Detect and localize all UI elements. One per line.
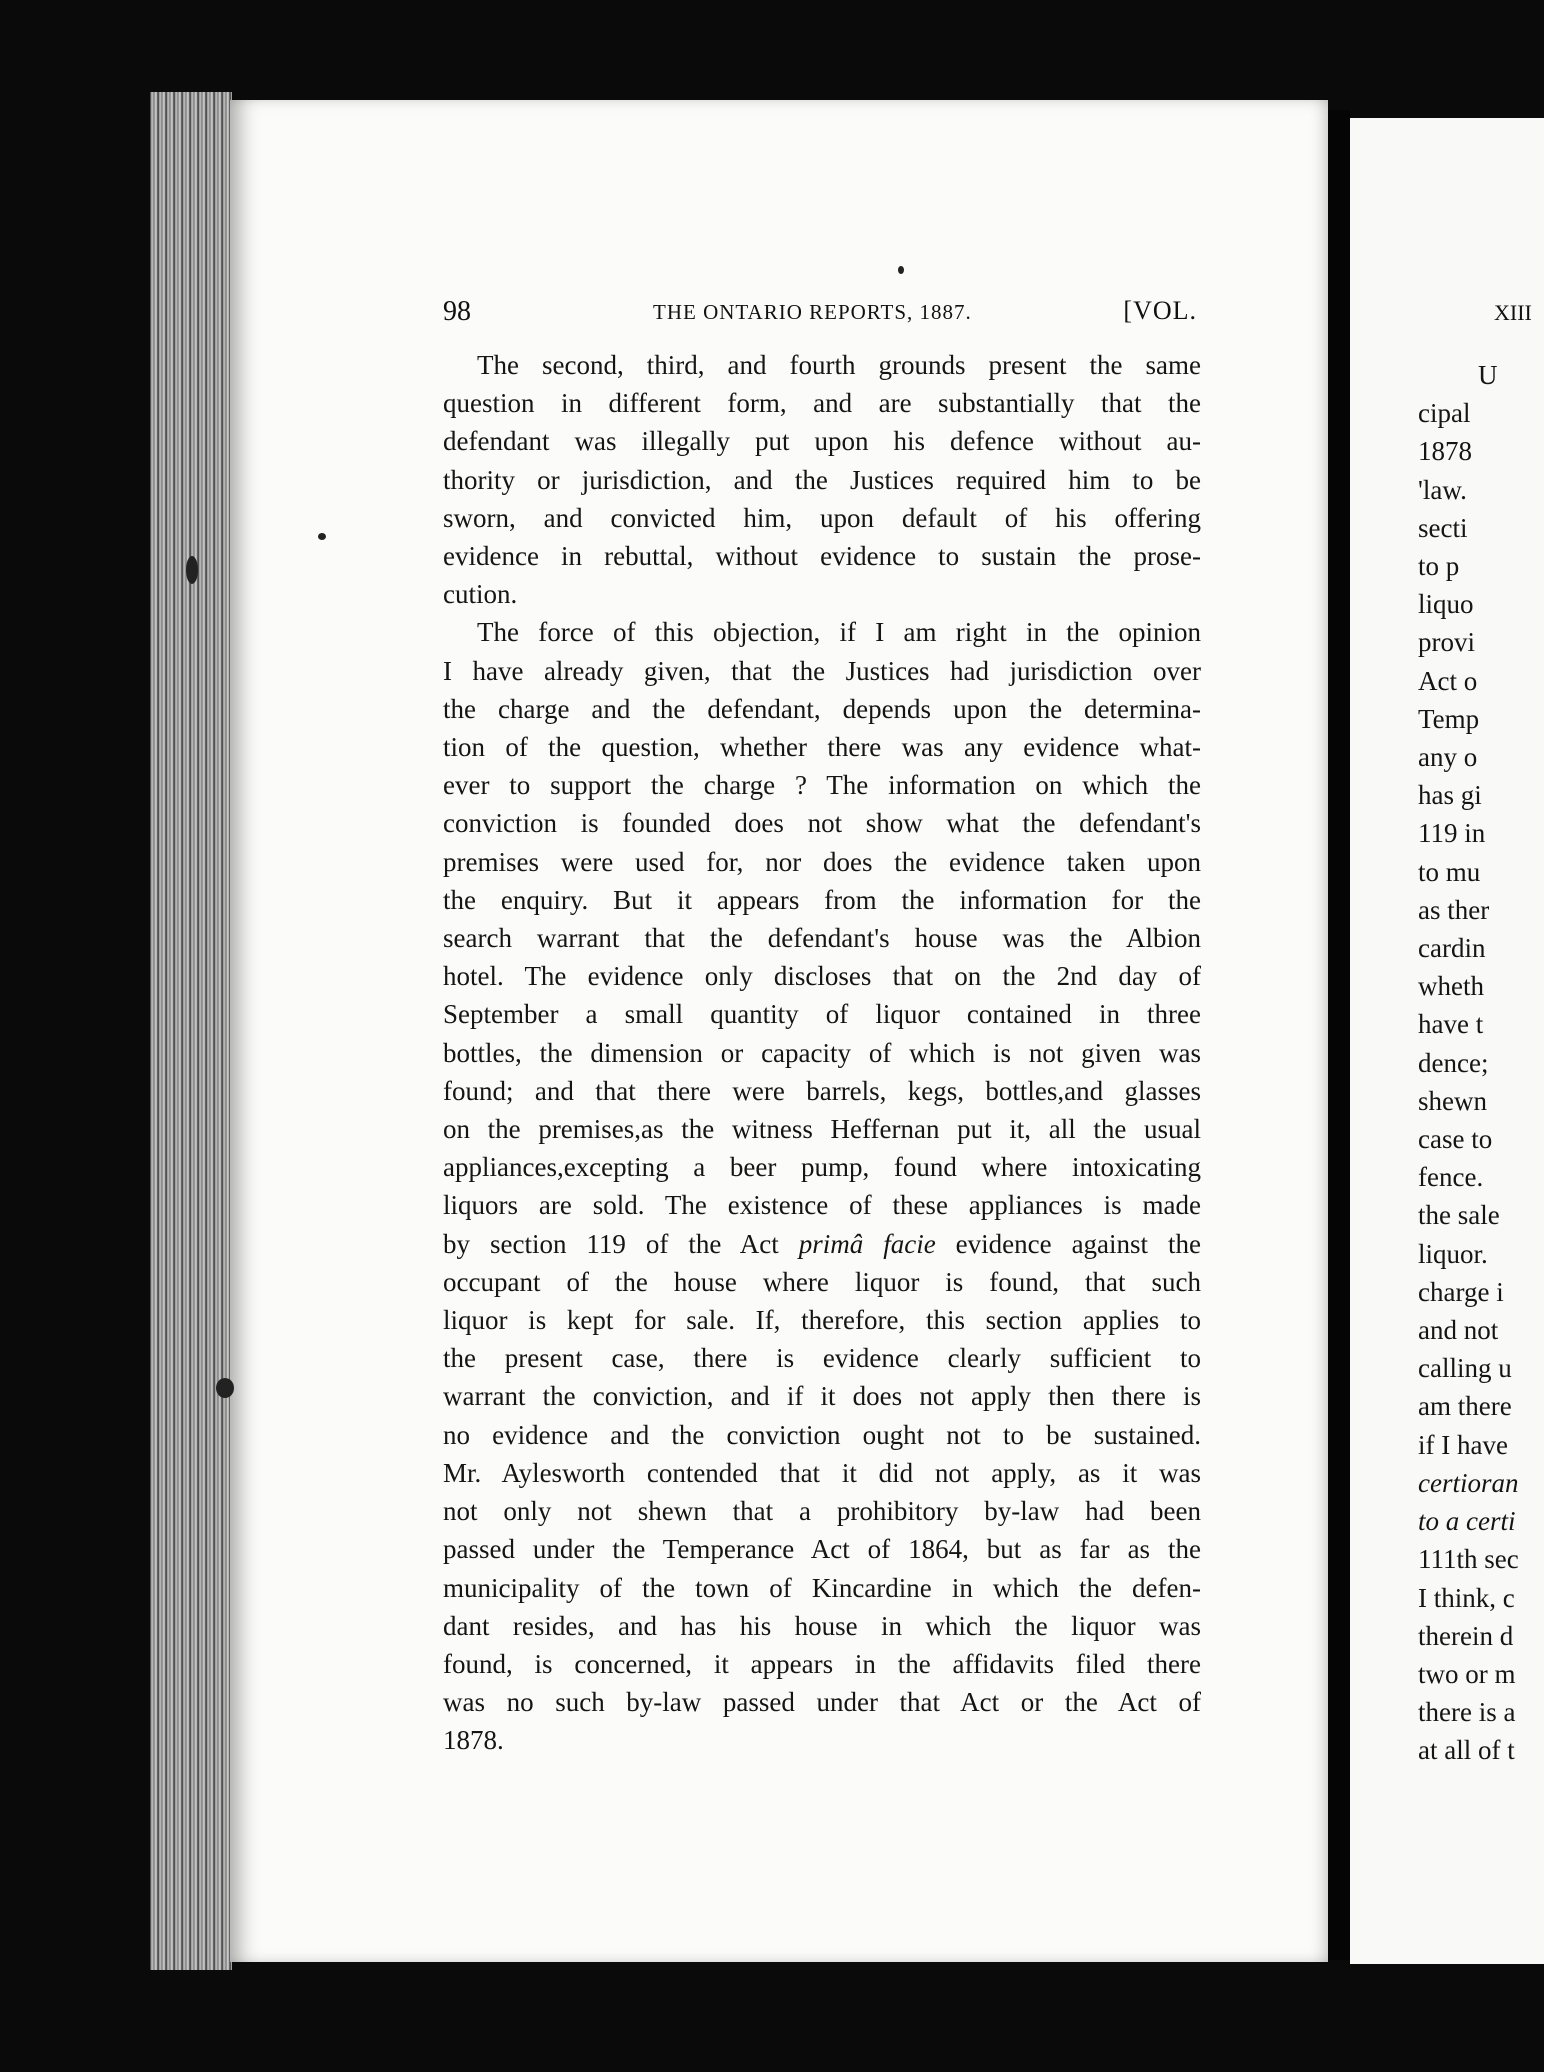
- right-page-line: if I have: [1418, 1429, 1508, 1460]
- italic-phrase: primâ facie: [798, 1228, 936, 1259]
- right-page-line: have t: [1418, 1009, 1484, 1040]
- text-line: found, is concerned, it appears in the affidavits filed there: [443, 1648, 1201, 1679]
- text-line: no evidence and the conviction ought not to be sustained.: [443, 1419, 1201, 1450]
- text-line: found; and that there were barrels, kegs, bottles,and glasses: [443, 1075, 1201, 1106]
- scan-speck: [186, 556, 198, 584]
- right-page-line: therein d: [1418, 1620, 1514, 1651]
- text-line: bottles, the dimension or capacity of which is not given was: [443, 1037, 1201, 1068]
- text-line: tion of the question, whether there was any evidence what-: [443, 732, 1201, 763]
- text-line: 1878.: [443, 1725, 504, 1756]
- right-page-line: shewn: [1418, 1085, 1487, 1116]
- text-line: sworn, and convicted him, upon default of his offering: [443, 502, 1201, 533]
- text-line: conviction is founded does not show what the defendant's: [443, 808, 1201, 839]
- right-page-line: cardin: [1418, 933, 1486, 964]
- body-text: [443, 346, 1201, 1760]
- right-page-line: fence.: [1418, 1162, 1484, 1193]
- text-line: The second, third, and fourth grounds present the same: [477, 350, 1201, 380]
- right-page-line: wheth: [1418, 971, 1484, 1002]
- text-line: not only not shewn that a prohibitory by-law had been: [443, 1496, 1201, 1527]
- text-line: I have already given, that the Justices had jurisdiction over: [443, 655, 1201, 686]
- right-page-line: Temp: [1418, 703, 1480, 734]
- right-page-line: Act o: [1418, 665, 1478, 696]
- text-line-with-italic: [443, 1225, 1201, 1263]
- right-page-line: the sale: [1418, 1200, 1500, 1231]
- text-fragment: by section 119 of the Act: [443, 1228, 779, 1259]
- right-page-line: at all of t: [1418, 1735, 1515, 1766]
- right-page-line: liquo: [1418, 589, 1474, 620]
- right-page-line: I think, c: [1418, 1582, 1515, 1613]
- text-line: question in different form, and are substantially that the: [443, 388, 1201, 419]
- text-line: search warrant that the defendant's house was the Albion: [443, 923, 1201, 954]
- text-line: the enquiry. But it appears from the information for the: [443, 884, 1201, 915]
- right-page-line: cipal: [1418, 398, 1471, 429]
- paragraph-1: [443, 346, 1201, 613]
- text-line: defendant was illegally put upon his defence without au-: [443, 426, 1201, 457]
- text-line: liquor is kept for sale. If, therefore, this section applies to: [443, 1305, 1201, 1336]
- text-line: the present case, there is evidence clearly sufficient to: [443, 1343, 1201, 1374]
- book-gutter: [1328, 110, 1350, 1960]
- right-page-line: U: [1478, 360, 1498, 390]
- page-number: 98: [443, 296, 471, 327]
- right-page-line: 119 in: [1418, 818, 1486, 849]
- page-header: [443, 296, 1197, 332]
- right-page-line: 'law.: [1418, 474, 1467, 505]
- volume-label: [VOL.: [1123, 296, 1197, 325]
- right-page-line: to mu: [1418, 856, 1481, 887]
- right-page-line: am there: [1418, 1391, 1512, 1422]
- right-page-line: charge i: [1418, 1276, 1504, 1307]
- text-line: ever to support the charge ? The information on which the: [443, 770, 1201, 801]
- scan-speck: [318, 533, 326, 540]
- running-title: THE ONTARIO REPORTS, 1887.: [653, 300, 972, 324]
- text-line: passed under the Temperance Act of 1864, but as far as the: [443, 1534, 1201, 1565]
- right-page-line: calling u: [1418, 1353, 1512, 1384]
- right-page-line: as ther: [1418, 894, 1490, 925]
- text-line: thority or jurisdiction, and the Justices required him to be: [443, 464, 1201, 495]
- book-page-edges: [150, 92, 232, 1970]
- right-page-line: liquor.: [1418, 1238, 1488, 1269]
- right-page-line: 111th sec: [1418, 1544, 1519, 1575]
- text-line: occupant of the house where liquor is found, that such: [443, 1266, 1201, 1297]
- right-page-line: certioran: [1418, 1467, 1519, 1498]
- text-line: The force of this objection, if I am right in the opinion: [477, 617, 1201, 648]
- right-page-line: dence;: [1418, 1047, 1489, 1078]
- right-page-text: [1418, 356, 1544, 1770]
- text-line: warrant the conviction, and if it does not apply then there is: [443, 1381, 1201, 1412]
- scan-speck: [898, 266, 904, 274]
- text-line: evidence in rebuttal, without evidence to sustain the prose-: [443, 541, 1201, 572]
- text-line: the charge and the defendant, depends upon the determina-: [443, 693, 1201, 724]
- text-line: Mr. Aylesworth contended that it did not apply, as it was: [443, 1457, 1201, 1488]
- right-page-line: any o: [1418, 742, 1478, 773]
- text-fragment: evidence against the: [955, 1228, 1202, 1259]
- right-page-line: and not: [1418, 1315, 1499, 1346]
- paragraph-2: [443, 613, 1201, 1759]
- right-page-line: 1878: [1418, 436, 1472, 467]
- text-line: hotel. The evidence only discloses that on the 2nd day of: [443, 961, 1201, 992]
- text-line: cution.: [443, 579, 518, 610]
- right-page-line: to p: [1418, 551, 1460, 582]
- scan-speck: [216, 1378, 234, 1398]
- text-line: liquors are sold. The existence of these appliances is made: [443, 1190, 1201, 1221]
- text-line: appliances,excepting a beer pump, found where intoxicating: [443, 1152, 1201, 1183]
- text-line: dant resides, and has his house in which the liquor was: [443, 1610, 1201, 1641]
- right-page-line: two or m: [1418, 1658, 1516, 1689]
- text-line: was no such by-law passed under that Act or the Act of: [443, 1687, 1201, 1718]
- right-page-line: to a certi: [1418, 1506, 1516, 1537]
- text-line: on the premises,as the witness Heffernan put it, all the usual: [443, 1114, 1201, 1145]
- right-page-header: XIII: [1494, 300, 1532, 325]
- right-page-line: there is a: [1418, 1697, 1516, 1728]
- right-page-line: has gi: [1418, 780, 1482, 811]
- right-page-line: provi: [1418, 627, 1475, 658]
- right-page-line: secti: [1418, 512, 1468, 543]
- text-line: September a small quantity of liquor contained in three: [443, 999, 1201, 1030]
- text-line: municipality of the town of Kincardine in which the defen-: [443, 1572, 1201, 1603]
- right-page-line: case to: [1418, 1124, 1493, 1155]
- text-line: premises were used for, nor does the evidence taken upon: [443, 846, 1201, 877]
